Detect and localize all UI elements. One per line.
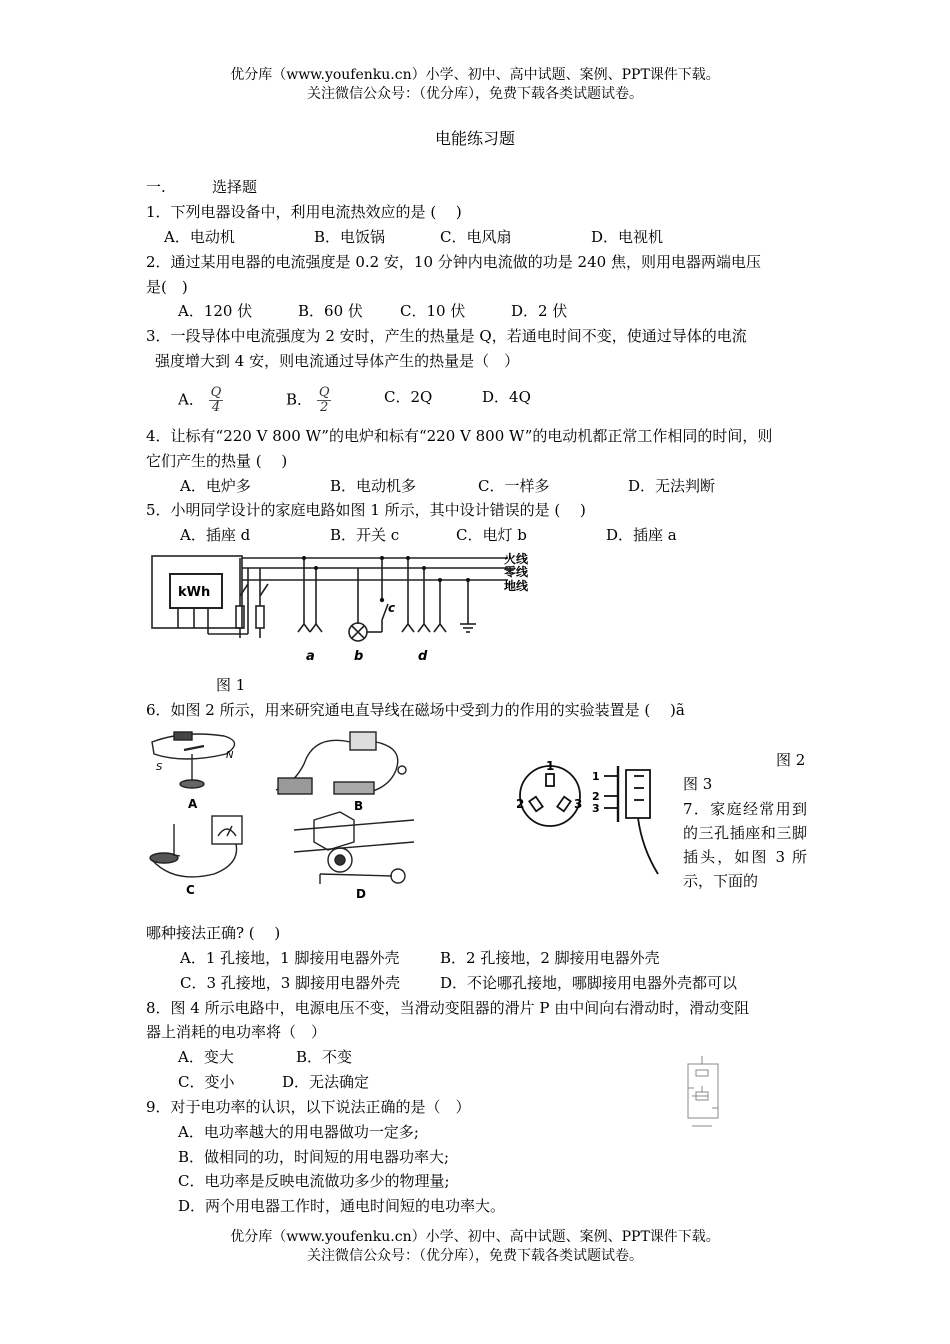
q7-option-a: A．1 孔接地，1 脚接用电器外壳 xyxy=(180,949,400,967)
q3-option-b-fraction xyxy=(317,386,332,415)
q3-option-b-label: B． xyxy=(286,390,313,409)
figure-3-socket-plug xyxy=(512,748,662,880)
fig1-fuse-2 xyxy=(256,606,264,628)
fig3-plug-num-3: 3 xyxy=(592,802,600,815)
fig2-b-rails xyxy=(334,782,374,794)
q2-option-d: D．2 伏 xyxy=(511,302,568,320)
q3-option-c: C．2Q xyxy=(384,388,433,406)
fig2-d-magnet xyxy=(314,812,354,850)
figure-1-circuit xyxy=(148,548,540,670)
fig3-plug-cord xyxy=(638,818,658,874)
fig3-plug-num-1: 1 xyxy=(592,770,600,783)
q6-stem: 6．如图 2 所示，用来研究通电直导线在磁场中受到力的作用的实验装置是 ( )ã xyxy=(146,701,685,719)
q4-option-b: B．电动机多 xyxy=(330,477,417,495)
fig2-a-battery xyxy=(174,732,192,740)
q3-option-b xyxy=(286,386,331,415)
q3-option-a-fraction xyxy=(209,386,224,415)
fig3-socket-hole-3 xyxy=(557,797,570,811)
fig3-socket-num-2: 2 xyxy=(516,797,525,811)
q3-stem-1: 3．一段导体中电流强度为 2 安时，产生的热量是 Q，若通电时间不变，使通过导体的电流 xyxy=(146,327,747,345)
fig2-label-d: D xyxy=(356,887,366,900)
q3-stem-2: 强度增大到 4 安，则电流通过导体产生的热量是（ ） xyxy=(155,352,520,370)
fig1-socket-d-1 xyxy=(402,624,414,632)
figure-2-experiments xyxy=(144,724,414,900)
q3-option-a-label: A． xyxy=(178,390,204,409)
q5-option-d: D．插座 a xyxy=(606,526,677,544)
fig1-label-a: a xyxy=(306,649,315,664)
q1-option-c: C．电风扇 xyxy=(440,228,512,246)
page-title: 电能练习题 xyxy=(434,129,515,148)
fig3-socket-hole-1 xyxy=(546,774,554,786)
q7-option-d: D．不论哪孔接地，哪脚接用电器外壳都可以 xyxy=(440,974,738,992)
q5-stem: 5．小明同学设计的家庭电路如图 1 所示，其中设计错误的是 ( ) xyxy=(146,501,586,519)
fig1-meter-label: kWh xyxy=(178,585,211,600)
footer-line-2: 关注微信公众号：（优分库），免费下载各类试题试卷。 xyxy=(307,1248,643,1264)
section-number: 一. xyxy=(146,178,166,196)
figure-4-circuit xyxy=(682,1052,732,1134)
header-line-1: 优分库（www.youfenku.cn）小学、初中、高中试题、案例、PPT课件下载。 xyxy=(230,67,720,83)
fig3-socket-num-3: 3 xyxy=(574,797,583,811)
q8-option-c: C．变小 xyxy=(178,1073,235,1091)
fig3-caption: 图 3 xyxy=(683,775,713,793)
header-line-2: 关注微信公众号：（优分库），免费下载各类试题试卷。 xyxy=(307,86,643,102)
q8-option-d: D．无法确定 xyxy=(282,1073,370,1091)
fig2-label-a: A xyxy=(188,797,198,811)
fig2-b-battery xyxy=(350,732,376,750)
fig2-caption: 图 2 xyxy=(776,751,806,769)
q1-option-a: A．电动机 xyxy=(164,228,235,246)
q8-option-b: B．不变 xyxy=(296,1048,353,1066)
fig2-a-wire-loop xyxy=(152,734,235,759)
q8-option-a: A．变大 xyxy=(178,1048,234,1066)
fig1-socket-a-left xyxy=(298,624,310,632)
q5-option-a: A．插座 d xyxy=(180,526,251,544)
q5-option-c: C．电灯 b xyxy=(456,526,527,544)
fig4-resistor xyxy=(696,1070,708,1076)
q4-option-c: C．一样多 xyxy=(478,477,550,495)
fig2-pole-n: N xyxy=(226,750,234,761)
q2-option-b: B．60 伏 xyxy=(298,302,363,320)
q3-b-denominator: 2 xyxy=(320,400,329,415)
fig1-live-label: 火线 xyxy=(504,552,529,566)
q1-option-d: D．电视机 xyxy=(591,228,664,246)
q4-stem-1: 4．让标有“220 V 800 W”的电炉和标有“220 V 800 W”的电动机都正常工作相同的时间，则 xyxy=(146,427,773,445)
fig3-socket-num-1: 1 xyxy=(546,759,555,773)
section-label: 选择题 xyxy=(212,178,258,196)
fig1-socket-d-3 xyxy=(434,624,446,632)
q8-stem-1: 8．图 4 所示电路中，电源电压不变，当滑动变阻器的滑片 P 由中间向右滑动时，滑动变阻 xyxy=(146,999,750,1017)
fig1-caption: 图 1 xyxy=(216,676,246,694)
fig1-fuse-1 xyxy=(236,606,244,628)
q2-option-a: A．120 伏 xyxy=(178,302,253,320)
fig2-c-galvanometer xyxy=(212,816,242,844)
fig2-label-b: B xyxy=(354,799,364,813)
fig3-socket-face xyxy=(520,766,583,826)
q1-option-b: B．电饭锅 xyxy=(314,228,386,246)
fig1-socket-d-2 xyxy=(418,624,430,632)
q9-stem: 9．对于电功率的认识，以下说法正确的是（ ） xyxy=(146,1098,471,1116)
fig2-label-c: C xyxy=(186,883,195,897)
fig1-socket-a-right xyxy=(310,624,322,632)
fig3-socket-hole-2 xyxy=(529,797,542,811)
q7-stem-tail: 哪种接法正确? ( ) xyxy=(146,924,281,942)
q9-option-a: A．电功率越大的用电器做功一定多; xyxy=(178,1123,419,1141)
fig2-d-meter xyxy=(391,869,405,883)
q3-a-denominator: 4 xyxy=(211,400,221,415)
fig4-loop xyxy=(688,1064,718,1118)
q4-option-a: A．电炉多 xyxy=(180,477,251,495)
q3-option-a xyxy=(178,386,223,415)
q3-a-numerator: Q xyxy=(210,385,222,400)
fig1-label-d: d xyxy=(418,649,428,664)
fig2-b-magnet xyxy=(278,778,312,794)
fig2-a-needle xyxy=(184,746,204,750)
q9-option-d: D．两个用电器工作时，通电时间短的电功率大。 xyxy=(178,1197,506,1215)
fig1-label-c: c xyxy=(388,601,396,615)
q1-stem: 1．下列电器设备中，利用电流热效应的是 ( ) xyxy=(146,203,462,221)
q3-option-d: D．4Q xyxy=(482,388,531,406)
q9-option-c: C．电功率是反映电流做功多少的物理量; xyxy=(178,1172,450,1190)
q2-stem-2: 是( ) xyxy=(146,278,188,296)
q9-option-b: B．做相同的功，时间短的用电器功率大; xyxy=(178,1148,450,1166)
fig1-label-b: b xyxy=(354,649,364,664)
fig3-plug-num-2: 2 xyxy=(592,790,600,803)
fig2-pole-s: S xyxy=(156,762,163,773)
fig1-neutral-label: 零线 xyxy=(504,565,529,579)
q7-option-b: B．2 孔接地，2 脚接用电器外壳 xyxy=(440,949,660,967)
footer-line-1: 优分库（www.youfenku.cn）小学、初中、高中试题、案例、PPT课件下载。 xyxy=(230,1229,720,1245)
q8-stem-2: 器上消耗的电功率将（ ） xyxy=(146,1023,327,1041)
fig3-plug-body xyxy=(626,770,650,818)
q7-option-c: C．3 孔接地，3 脚接用电器外壳 xyxy=(180,974,401,992)
q7-stem-side: 7．家庭经常用到的三孔插座和三脚插头，如图 3 所示，下面的 xyxy=(683,800,807,890)
q5-option-b: B．开关 c xyxy=(330,526,400,544)
q4-stem-2: 它们产生的热量 ( ) xyxy=(146,452,288,470)
q3-b-numerator: Q xyxy=(318,385,330,400)
q2-option-c: C．10 伏 xyxy=(400,302,466,320)
q2-stem-1: 2．通过某用电器的电流强度是 0.2 安，10 分钟内电流做的功是 240 焦，则用电器两端电压 xyxy=(146,253,761,271)
fig2-a-stand xyxy=(180,780,204,788)
q4-option-d: D．无法判断 xyxy=(628,477,716,495)
fig1-ground-label: 地线 xyxy=(504,579,529,593)
